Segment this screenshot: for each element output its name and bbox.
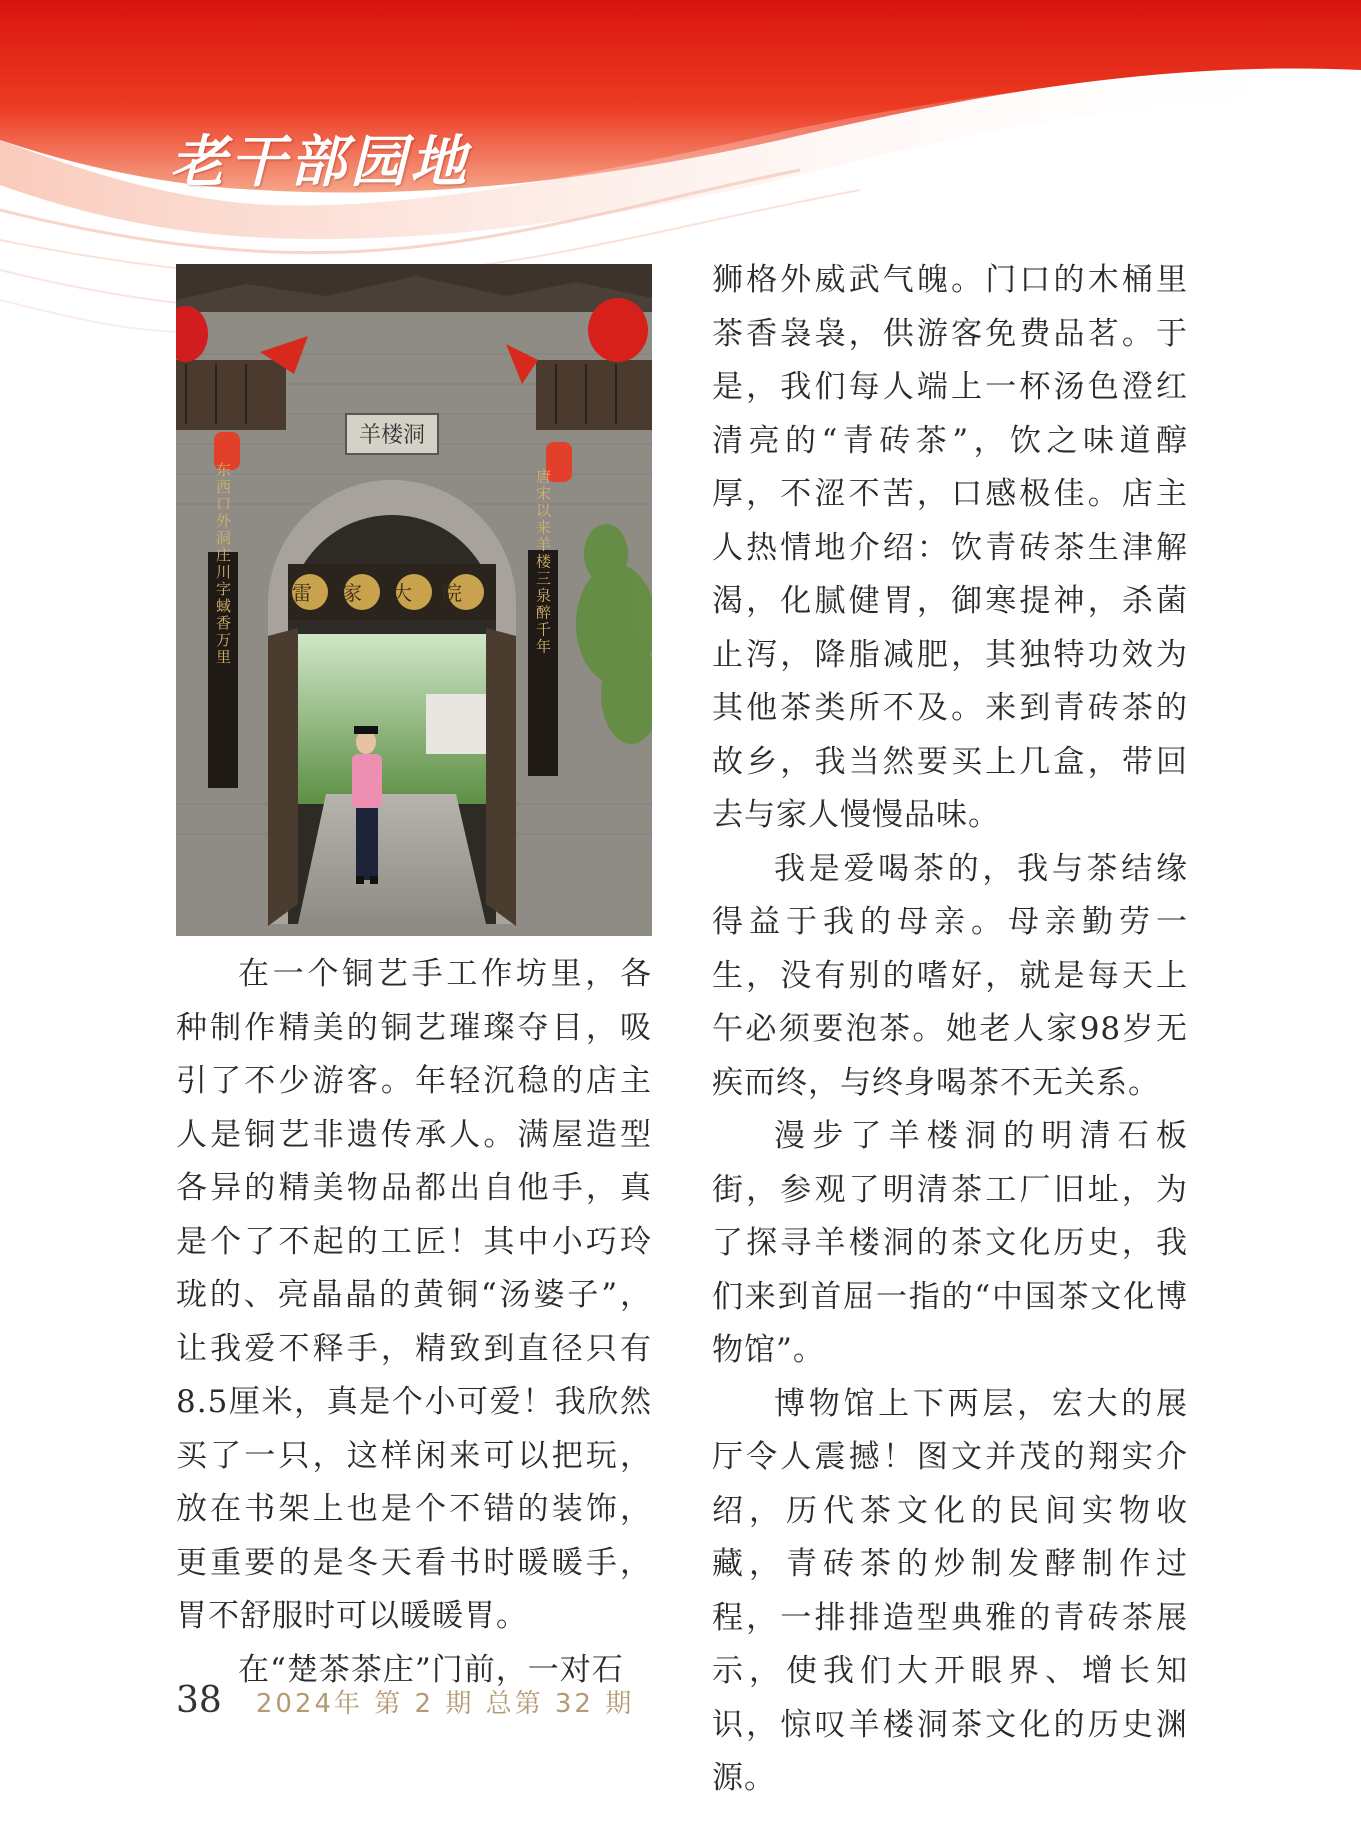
paragraph: 博物馆上下两层，宏大的展厅令人震撼！图文并茂的翔实介绍，历代茶文化的民间实物收藏，青砖茶的炒制发酵制作过程，一排排造型典雅的青砖茶展示，使我们大开眼界、增长知识，惊叹羊楼洞茶文化的历史渊源。 [712, 1385, 1188, 1796]
paragraph-continued: 狮格外威武气魄。门口的木桶里茶香袅袅，供游客免费品茗。于是，我们每人端上一杯汤色澄红清亮的“青砖茶”，饮之味道醇厚，不涩不苦，口感极佳。店主人热情地介绍：饮青砖茶生津解渴，化腻健胃，御寒提神，杀菌止泻，降脂减肥，其独特功效为其他茶类所不及。来到青砖茶的故乡，我当然要买上几盒，带回去与家人慢慢品味。 [712, 262, 1188, 833]
couplet-left: 东西口外洞庄川字蜮香万里 [214, 462, 232, 666]
paragraph: 在“楚茶茶庄”门前，一对石 [238, 1651, 624, 1688]
article-photo [176, 264, 652, 936]
plaque-text: 羊楼洞 [358, 423, 426, 448]
paragraph: 在一个铜艺手工作坊里，各种制作精美的铜艺璀璨夺目，吸引了不少游客。年轻沉稳的店主人是铜艺非遗传承人。满屋造型各异的精美物品都出自他手，真是个了不起的工匠！其中小巧玲珑的、亮晶晶的黄铜“汤婆子”，让我爱不释手，精致到直径只有8.5厘米，真是个小可爱！我欣然买了一只，这样闲来可以把玩，放在书架上也是个不错的装饰，更重要的是冬天看书时暖暖手，胃不舒服时可以暖暖胃。 [176, 956, 652, 1634]
section-title: 老干部园地 [170, 129, 470, 195]
couplet-right: 唐宋以来羊楼三泉醉千年 [534, 468, 552, 656]
article-left-column [176, 948, 652, 1697]
arch-sign-text: 雷家大院 [292, 581, 492, 605]
paragraph: 我是爱喝茶的，我与茶结缘得益于我的母亲。母亲勤劳一生，没有别的嗜好，就是每天上午必须要泡茶。她老人家98岁无疾而终，与终身喝茶不无关系。 [712, 850, 1188, 1101]
paragraph: 漫步了羊楼洞的明清石板街，参观了明清茶工厂旧址，为了探寻羊楼洞的茶文化历史，我们来到首屈一指的“中国茶文化博物馆”。 [712, 1118, 1188, 1368]
page-footer [176, 1680, 634, 1721]
issue-info: 2024年 第 2 期 总第 32 期 [255, 1689, 635, 1719]
page-number: 38 [176, 1680, 222, 1721]
article-right-column [712, 254, 1188, 1806]
